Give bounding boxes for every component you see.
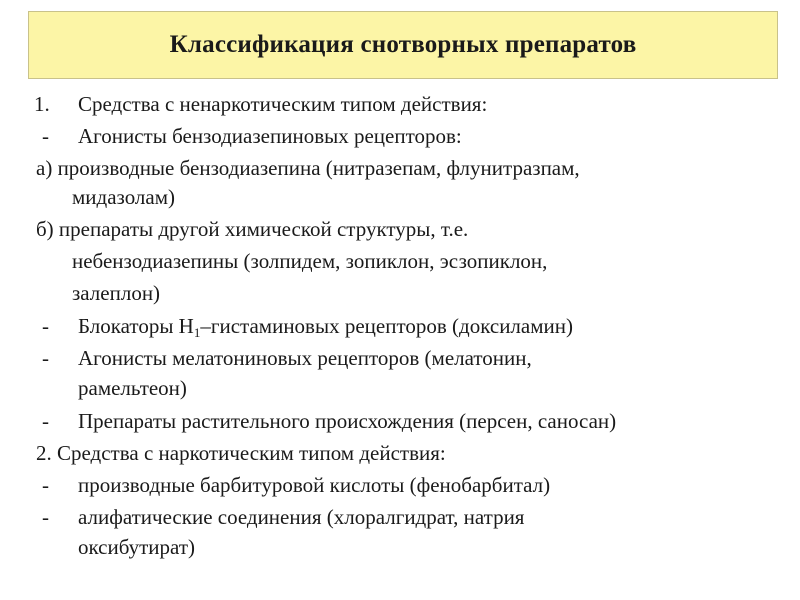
bullet-aliphatic-line1: алифатические соединения (хлоралгидрат, натрия xyxy=(78,505,525,529)
subitem-b-line3: залеплон) xyxy=(72,281,161,305)
bullet-aliphatic-line2: оксибутират) xyxy=(78,535,195,559)
subitem-b-line1: б) препараты другой химической структуры, т.е. xyxy=(36,217,469,241)
bullet-barbiturates: производные барбитуровой кислоты (фенобарбитал) xyxy=(78,473,551,497)
bullet-herbal-preparations: Препараты растительного происхождения (персен, саносан) xyxy=(78,409,617,433)
bullet-melatonin-agonists-line1: Агонисты мелатониновых рецепторов (мелатонин, xyxy=(78,346,532,370)
section-1-heading: Средства с ненаркотическим типом действия: xyxy=(78,92,488,116)
section-1-number: 1. xyxy=(34,92,50,116)
subitem-b-line2: небензодиазепины (золпидем, зопиклон, эсзопиклон, xyxy=(72,249,548,273)
bullet-h1-blockers xyxy=(78,313,573,339)
subitem-a-line2: мидазолам) xyxy=(72,185,176,209)
bullet-dash: - xyxy=(42,409,49,433)
bullet-dash: - xyxy=(42,314,49,338)
h1-subscript: 1 xyxy=(193,325,201,340)
slide-title: Классификация снотворных препаратов xyxy=(169,31,637,58)
bullet-dash: - xyxy=(42,124,49,148)
bullet-melatonin-agonists-line2: рамельтеон) xyxy=(78,376,187,400)
section-2-heading: 2. Средства с наркотическим типом действия: xyxy=(36,441,446,465)
h1-blockers-suffix: –гистаминовых рецепторов (доксиламин) xyxy=(200,314,573,338)
h1-blockers-prefix: Блокаторы Н xyxy=(78,314,194,338)
bullet-benzodiazepine-agonists: Агонисты бензодиазепиновых рецепторов: xyxy=(78,124,462,148)
subitem-a-line1: а) производные бензодиазепина (нитразепам, флунитразпам, xyxy=(36,156,580,180)
bullet-dash: - xyxy=(42,473,49,497)
bullet-dash: - xyxy=(42,505,49,529)
title-banner xyxy=(28,11,778,79)
bullet-dash: - xyxy=(42,346,49,370)
